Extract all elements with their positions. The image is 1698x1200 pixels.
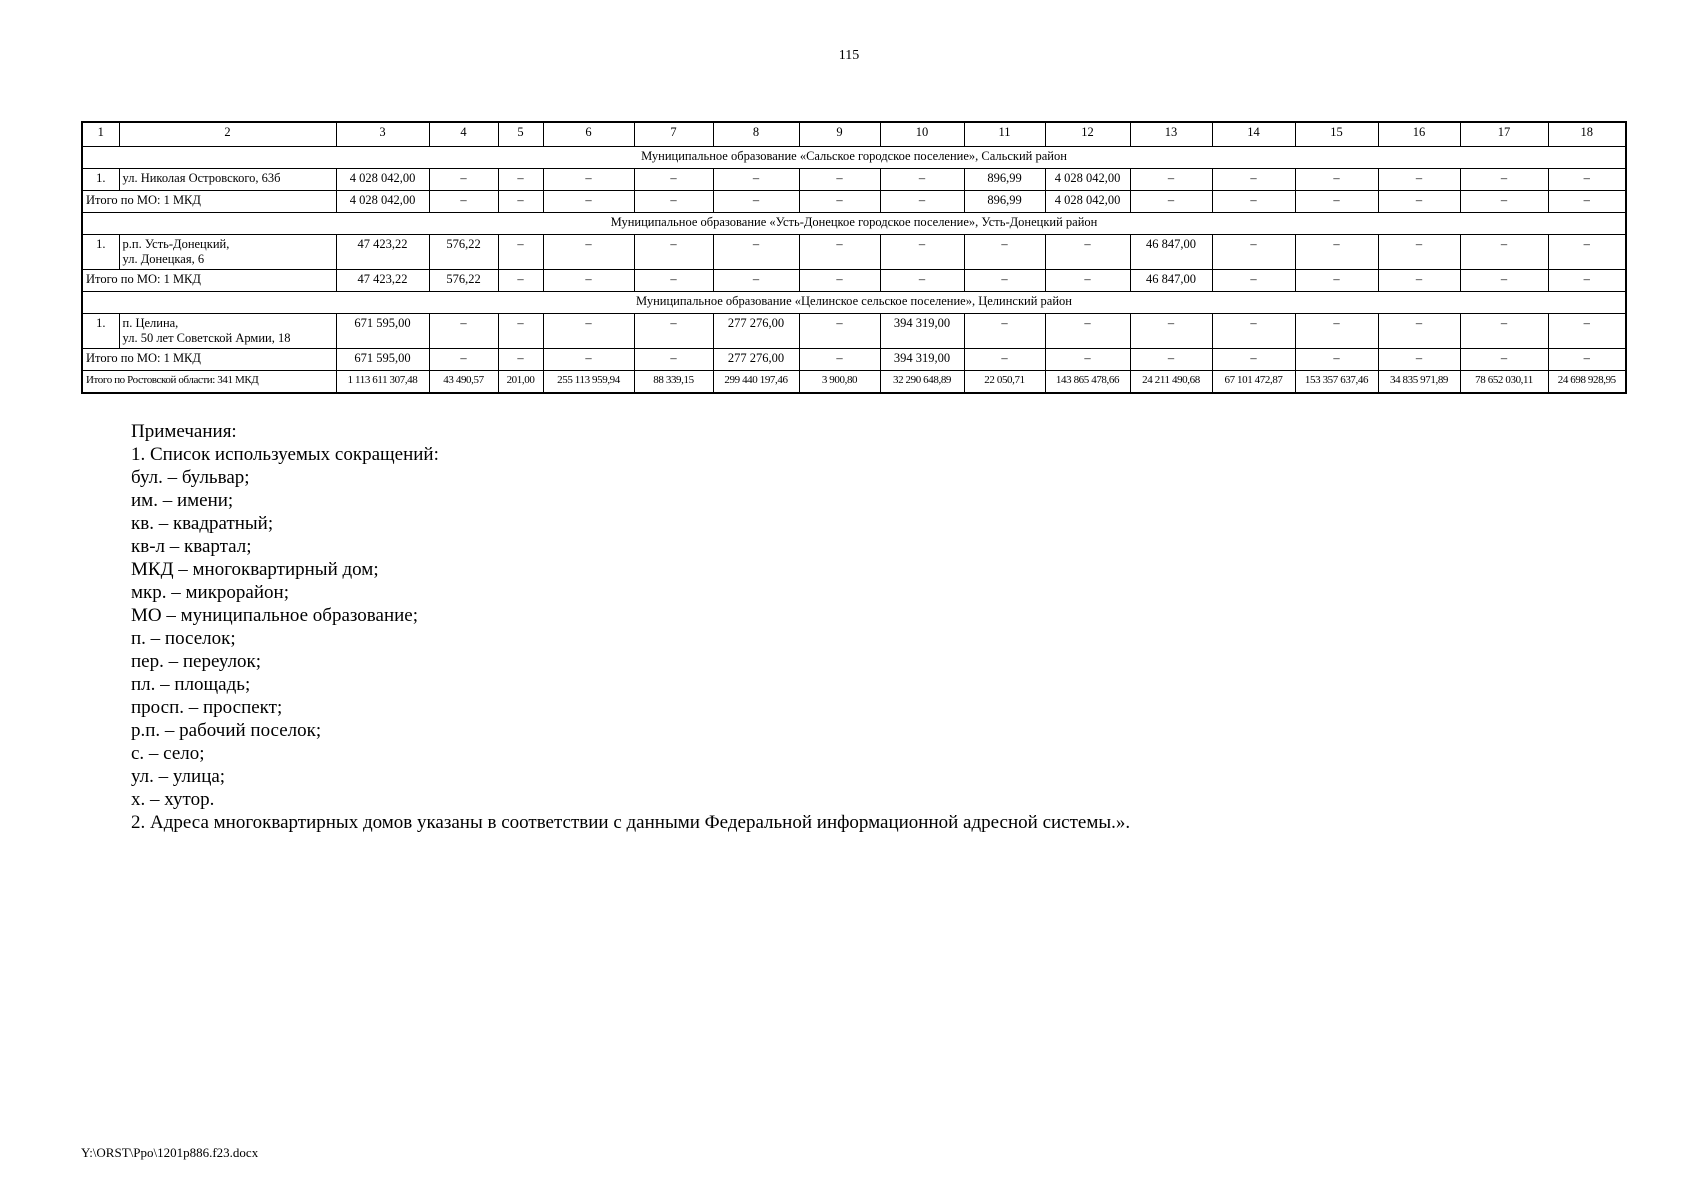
value-cell: –: [1212, 314, 1295, 349]
header-cell: 3: [336, 122, 429, 147]
abbreviation-item: х. – хутор.: [131, 789, 215, 810]
abbreviation-list: [131, 466, 1130, 811]
value-cell: –: [1045, 270, 1130, 292]
abbreviation-item: с. – село;: [131, 743, 205, 764]
subtotal-row: [82, 270, 1626, 292]
data-table: [81, 121, 1627, 394]
value-cell: –: [964, 270, 1045, 292]
value-cell: –: [1460, 270, 1548, 292]
footer-file-path: Y:\ORST\Ppo\1201p886.f23.docx: [81, 1145, 259, 1160]
abbreviation-item: кв. – квадратный;: [131, 513, 274, 534]
value-cell: –: [713, 169, 799, 191]
value-cell: 153 357 637,46: [1295, 371, 1378, 394]
abbreviation-item: мкр. – микрорайон;: [131, 582, 289, 603]
subtotal-row: [82, 349, 1626, 371]
value-cell: –: [1378, 270, 1460, 292]
abbreviation-item: п. – поселок;: [131, 628, 236, 649]
abbreviation-item: МКД – многоквартирный дом;: [131, 559, 379, 580]
section-title-row: [82, 213, 1626, 235]
value-cell: –: [543, 270, 634, 292]
value-cell: –: [498, 235, 543, 270]
address-line: р.п. Усть-Донецкий,: [122, 237, 230, 251]
value-cell: 143 865 478,66: [1045, 371, 1130, 394]
value-cell: 47 423,22: [336, 235, 429, 270]
value-cell: 896,99: [964, 191, 1045, 213]
value-cell: –: [1460, 314, 1548, 349]
value-cell: 4 028 042,00: [1045, 169, 1130, 191]
address-line: ул. Донецкая, 6: [122, 252, 205, 266]
value-cell: 576,22: [429, 270, 498, 292]
value-cell: 34 835 971,89: [1378, 371, 1460, 394]
value-cell: 277 276,00: [713, 314, 799, 349]
value-cell: 24 698 928,95: [1548, 371, 1626, 394]
table-header-row: [82, 122, 1626, 147]
table-row: [82, 314, 1626, 349]
subtotal-row: [82, 191, 1626, 213]
value-cell: –: [1212, 235, 1295, 270]
header-cell: 6: [543, 122, 634, 147]
value-cell: –: [1045, 235, 1130, 270]
value-cell: –: [1548, 314, 1626, 349]
row-number: 1.: [82, 314, 119, 349]
value-cell: 3 900,80: [799, 371, 880, 394]
subtotal-label: Итого по МО: 1 МКД: [82, 191, 336, 213]
value-cell: –: [498, 191, 543, 213]
value-cell: 4 028 042,00: [336, 191, 429, 213]
value-cell: 671 595,00: [336, 349, 429, 371]
value-cell: –: [634, 191, 713, 213]
value-cell: 277 276,00: [713, 349, 799, 371]
section-title-row: [82, 292, 1626, 314]
value-cell: –: [964, 349, 1045, 371]
header-cell: 17: [1460, 122, 1548, 147]
section-title: Муниципальное образование «Целинское сельское поселение», Целинский район: [82, 292, 1626, 314]
value-cell: 299 440 197,46: [713, 371, 799, 394]
abbreviation-item: ул. – улица;: [131, 766, 226, 787]
value-cell: –: [1460, 169, 1548, 191]
value-cell: 46 847,00: [1130, 235, 1212, 270]
abbreviation-item: р.п. – рабочий поселок;: [131, 720, 322, 741]
abbreviation-item: бул. – бульвар;: [131, 467, 250, 488]
value-cell: 394 319,00: [880, 314, 964, 349]
table-row: [82, 235, 1626, 270]
header-cell: 2: [119, 122, 336, 147]
value-cell: –: [1378, 169, 1460, 191]
value-cell: –: [1295, 270, 1378, 292]
value-cell: –: [880, 270, 964, 292]
header-cell: 15: [1295, 122, 1378, 147]
value-cell: –: [880, 235, 964, 270]
abbreviation-item: кв-л – квартал;: [131, 536, 252, 557]
value-cell: –: [1212, 349, 1295, 371]
value-cell: –: [1460, 235, 1548, 270]
table-row: [82, 169, 1626, 191]
value-cell: 671 595,00: [336, 314, 429, 349]
value-cell: –: [799, 235, 880, 270]
section-title-row: [82, 147, 1626, 169]
value-cell: –: [498, 169, 543, 191]
value-cell: –: [1460, 191, 1548, 213]
value-cell: 1 113 611 307,48: [336, 371, 429, 394]
row-number: 1.: [82, 169, 119, 191]
value-cell: 394 319,00: [880, 349, 964, 371]
value-cell: –: [498, 314, 543, 349]
value-cell: –: [964, 314, 1045, 349]
value-cell: –: [799, 314, 880, 349]
abbreviation-item: пер. – переулок;: [131, 651, 262, 672]
value-cell: –: [498, 349, 543, 371]
value-cell: 4 028 042,00: [336, 169, 429, 191]
value-cell: –: [799, 270, 880, 292]
header-cell: 13: [1130, 122, 1212, 147]
header-cell: 12: [1045, 122, 1130, 147]
value-cell: 255 113 959,94: [543, 371, 634, 394]
address-line: ул. 50 лет Советской Армии, 18: [122, 331, 291, 345]
value-cell: –: [1548, 235, 1626, 270]
header-cell: 1: [82, 122, 119, 147]
header-cell: 7: [634, 122, 713, 147]
value-cell: 896,99: [964, 169, 1045, 191]
value-cell: –: [634, 235, 713, 270]
value-cell: 67 101 472,87: [1212, 371, 1295, 394]
value-cell: –: [634, 169, 713, 191]
value-cell: –: [634, 270, 713, 292]
value-cell: 32 290 648,89: [880, 371, 964, 394]
value-cell: –: [1130, 314, 1212, 349]
value-cell: –: [429, 169, 498, 191]
value-cell: –: [799, 349, 880, 371]
value-cell: 43 490,57: [429, 371, 498, 394]
value-cell: –: [1548, 191, 1626, 213]
notes-section: [131, 420, 1130, 834]
value-cell: –: [713, 235, 799, 270]
value-cell: –: [799, 191, 880, 213]
value-cell: –: [1378, 314, 1460, 349]
grand-total-row: [82, 371, 1626, 394]
value-cell: 88 339,15: [634, 371, 713, 394]
value-cell: –: [1378, 191, 1460, 213]
abbreviation-item: МО – муниципальное образование;: [131, 605, 419, 626]
header-cell: 8: [713, 122, 799, 147]
header-cell: 18: [1548, 122, 1626, 147]
value-cell: 46 847,00: [1130, 270, 1212, 292]
address-cell: [119, 235, 336, 270]
value-cell: –: [543, 349, 634, 371]
notes-item-2: 2. Адреса многоквартирных домов указаны в соответствии с данными Федеральной информационной адресной системы.».: [131, 812, 1131, 833]
value-cell: –: [1045, 349, 1130, 371]
address-line: п. Целина,: [122, 316, 179, 330]
value-cell: –: [713, 270, 799, 292]
value-cell: 576,22: [429, 235, 498, 270]
abbreviation-item: просп. – проспект;: [131, 697, 283, 718]
value-cell: –: [1212, 169, 1295, 191]
value-cell: –: [880, 169, 964, 191]
subtotal-label: Итого по МО: 1 МКД: [82, 270, 336, 292]
value-cell: –: [1212, 191, 1295, 213]
value-cell: –: [429, 349, 498, 371]
value-cell: 78 652 030,11: [1460, 371, 1548, 394]
value-cell: –: [1130, 169, 1212, 191]
value-cell: 201,00: [498, 371, 543, 394]
value-cell: –: [1378, 349, 1460, 371]
header-cell: 11: [964, 122, 1045, 147]
value-cell: 47 423,22: [336, 270, 429, 292]
section-title: Муниципальное образование «Усть-Донецкое городское поселение», Усть-Донецкий район: [82, 213, 1626, 235]
value-cell: –: [634, 349, 713, 371]
value-cell: 24 211 490,68: [1130, 371, 1212, 394]
value-cell: –: [1295, 314, 1378, 349]
header-cell: 14: [1212, 122, 1295, 147]
value-cell: 22 050,71: [964, 371, 1045, 394]
value-cell: –: [1130, 191, 1212, 213]
header-cell: 4: [429, 122, 498, 147]
value-cell: –: [498, 270, 543, 292]
value-cell: –: [1548, 169, 1626, 191]
value-cell: –: [713, 191, 799, 213]
value-cell: –: [429, 314, 498, 349]
value-cell: –: [1212, 270, 1295, 292]
header-cell: 9: [799, 122, 880, 147]
header-cell: 16: [1378, 122, 1460, 147]
header-cell: 5: [498, 122, 543, 147]
address-cell: [119, 314, 336, 349]
value-cell: –: [543, 314, 634, 349]
value-cell: –: [880, 191, 964, 213]
notes-item-1: 1. Список используемых сокращений:: [131, 444, 439, 465]
notes-title: Примечания:: [131, 421, 237, 442]
header-cell: 10: [880, 122, 964, 147]
value-cell: –: [964, 235, 1045, 270]
value-cell: –: [1130, 349, 1212, 371]
value-cell: –: [1295, 191, 1378, 213]
value-cell: –: [1045, 314, 1130, 349]
section-title: Муниципальное образование «Сальское городское поселение», Сальский район: [82, 147, 1626, 169]
subtotal-label: Итого по МО: 1 МКД: [82, 349, 336, 371]
row-number: 1.: [82, 235, 119, 270]
abbreviation-item: им. – имени;: [131, 490, 234, 511]
value-cell: –: [1548, 349, 1626, 371]
address-cell: ул. Николая Островского, 63б: [119, 169, 336, 191]
value-cell: –: [1460, 349, 1548, 371]
value-cell: –: [1548, 270, 1626, 292]
grand-total-label: Итого по Ростовской области: 341 МКД: [82, 371, 336, 394]
value-cell: –: [1295, 235, 1378, 270]
value-cell: –: [799, 169, 880, 191]
value-cell: –: [1295, 169, 1378, 191]
value-cell: –: [543, 191, 634, 213]
value-cell: –: [543, 235, 634, 270]
page-number: 115: [838, 48, 860, 63]
abbreviation-item: пл. – площадь;: [131, 674, 251, 695]
value-cell: –: [1295, 349, 1378, 371]
value-cell: –: [429, 191, 498, 213]
value-cell: –: [634, 314, 713, 349]
value-cell: 4 028 042,00: [1045, 191, 1130, 213]
value-cell: –: [543, 169, 634, 191]
value-cell: –: [1378, 235, 1460, 270]
